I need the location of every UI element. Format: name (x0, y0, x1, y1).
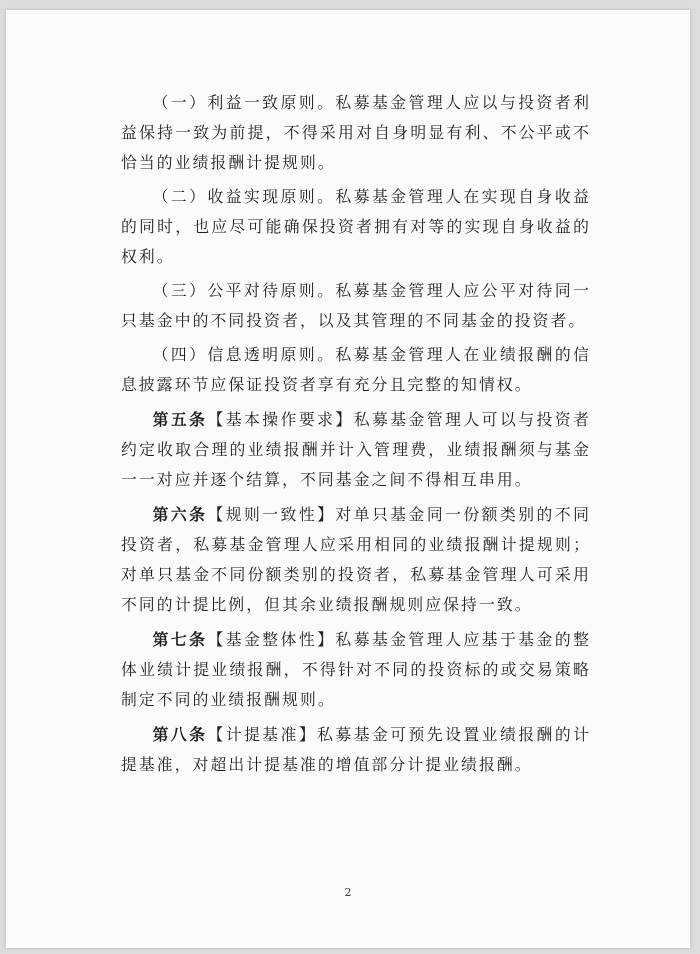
article-title: 第六条 (152, 505, 208, 524)
paragraph-principle-1 (121, 88, 591, 178)
article-title: 第八条 (152, 725, 208, 744)
article-6 (121, 500, 591, 620)
document-page (6, 10, 690, 948)
article-title: 第七条 (152, 630, 208, 649)
article-text: 【计提基准】私募基金可预先设置业绩报酬的计提基准，对超出计提基准的增值部分计提业绩报酬。 (121, 725, 591, 774)
paragraph-principle-3 (121, 276, 591, 336)
article-title: 第五条 (152, 410, 208, 429)
paragraph-text: （三）公平对待原则。私募基金管理人应公平对待同一只基金中的不同投资者，以及其管理的不同基金的投资者。 (121, 281, 591, 330)
article-8 (121, 720, 591, 780)
paragraph-text: （四）信息透明原则。私募基金管理人在业绩报酬的信息披露环节应保证投资者享有充分且完整的知情权。 (121, 345, 591, 394)
paragraph-text: （一）利益一致原则。私募基金管理人应以与投资者利益保持一致为前提，不得采用对自身明显有利、不公平或不恰当的业绩报酬计提规则。 (121, 93, 591, 172)
paragraph-principle-2 (121, 182, 591, 272)
article-text: 【基金整体性】私募基金管理人应基于基金的整体业绩计提业绩报酬，不得针对不同的投资标的或交易策略制定不同的业绩报酬规则。 (121, 630, 591, 709)
article-5 (121, 405, 591, 495)
article-text: 【规则一致性】对单只基金同一份额类别的不同投资者，私募基金管理人应采用相同的业绩报酬计提规则；对单只基金不同份额类别的投资者，私募基金管理人可采用不同的计提比例，但其余业绩报酬规则应保持一致。 (121, 505, 591, 614)
paragraph-text: （二）收益实现原则。私募基金管理人在实现自身收益的同时，也应尽可能确保投资者拥有对等的实现自身收益的权利。 (121, 187, 591, 266)
article-text: 【基本操作要求】私募基金管理人可以与投资者约定收取合理的业绩报酬并计入管理费，业绩报酬须与基金一一对应并逐个结算，不同基金之间不得相互串用。 (121, 410, 591, 489)
paragraph-principle-4 (121, 340, 591, 400)
page-number: 2 (344, 886, 352, 899)
article-7 (121, 625, 591, 715)
